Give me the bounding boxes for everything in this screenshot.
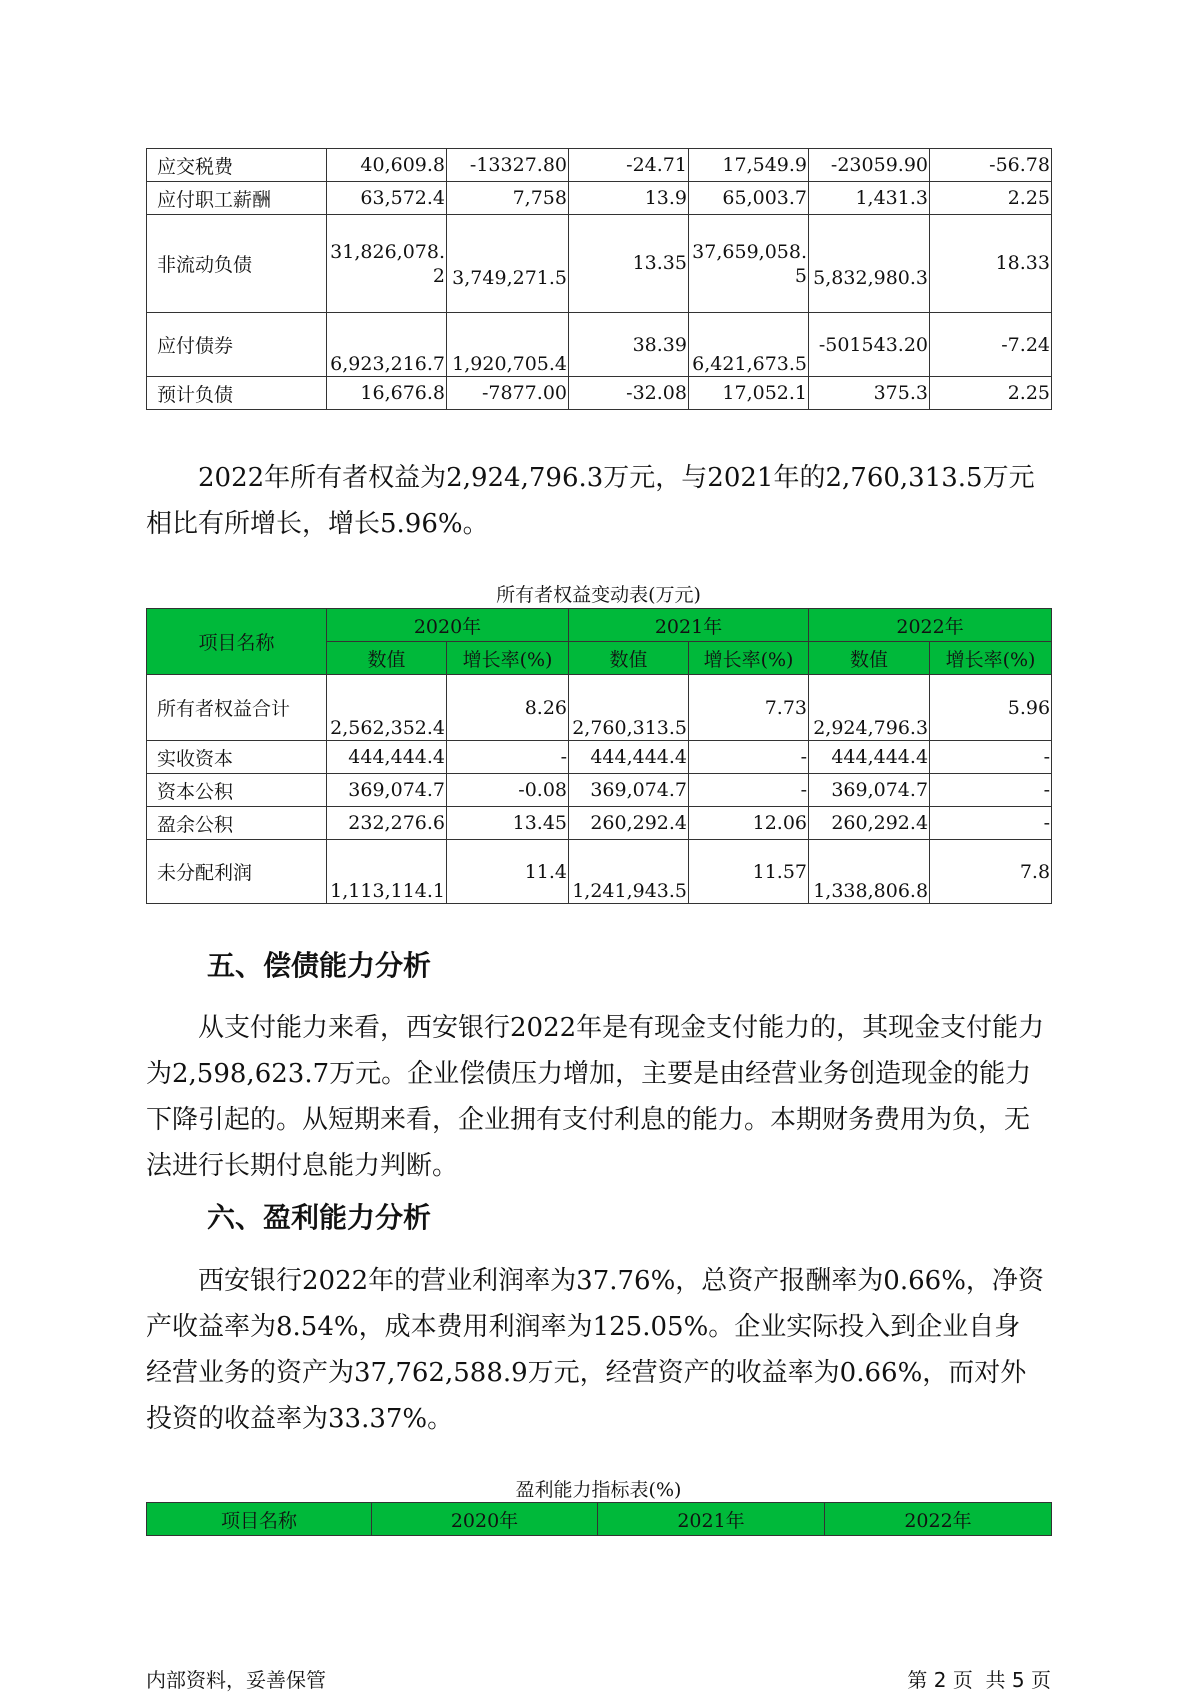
row-name: 所有者权益合计 <box>147 675 327 741</box>
cell: 5.96 <box>930 675 1052 741</box>
cell: 65,003.7 <box>689 182 809 215</box>
equity-table-caption: 所有者权益变动表(万元) <box>496 584 701 606</box>
section-heading-profitability: 六、盈利能力分析 <box>207 1201 432 1234</box>
cell: 6,923,216.7 <box>327 313 447 377</box>
cell: 260,292.4 <box>809 807 930 840</box>
table-row <box>147 675 1052 741</box>
row-name: 预计负债 <box>147 377 327 410</box>
cell: 260,292.4 <box>569 807 689 840</box>
solvency-paragraph: 从支付能力来看，西安银行2022年是有现金支付能力的，其现金支付能力为2,598,623.7万元。企业偿债压力增加，主要是由经营业务创造现金的能力下降引起的。从短期来看，企业拥有支付利息的能力。本期财务费用为负，无法进行长期付息能力判断。 <box>146 1013 1045 1181</box>
cell: - <box>689 741 809 774</box>
row-name: 非流动负债 <box>147 215 327 313</box>
row-name: 应付职工薪酬 <box>147 182 327 215</box>
table-header-row <box>147 609 1052 642</box>
cell: 3,749,271.5 <box>447 215 569 313</box>
cell: -0.08 <box>447 774 569 807</box>
profit-table <box>146 1502 1052 1536</box>
table-row <box>147 215 1052 313</box>
cell: 2.25 <box>930 377 1052 410</box>
table-row <box>147 807 1052 840</box>
row-name: 应付债券 <box>147 313 327 377</box>
profitability-paragraph: 西安银行2022年的营业利润率为37.76%，总资产报酬率为0.66%，净资产收益率为8.54%，成本费用利润率为125.05%。企业实际投入到企业自身经营业务的资产为37,762,588.9万元，经营资产的收益率为0.66%，而对外投资的收益率为33.37%。 <box>146 1266 1044 1434</box>
cell: - <box>930 741 1052 774</box>
cell: 11.4 <box>447 840 569 904</box>
cell: -501543.20 <box>809 313 930 377</box>
cell: 5,832,980.3 <box>809 215 930 313</box>
cell: 444,444.4 <box>327 741 447 774</box>
equity-paragraph: 2022年所有者权益为2,924,796.3万元，与2021年的2,760,313.5万元相比有所增长，增长5.96%。 <box>146 463 1035 539</box>
footer-page-number: 第 2 页 共 5 页 <box>907 1668 1051 1692</box>
cell: 63,572.4 <box>327 182 447 215</box>
row-name: 应交税费 <box>147 149 327 182</box>
table-row <box>147 840 1052 904</box>
table-row <box>147 741 1052 774</box>
header-rate: 增长率(%) <box>689 642 809 675</box>
cell: 444,444.4 <box>569 741 689 774</box>
table-row <box>147 377 1052 410</box>
cell: 38.39 <box>569 313 689 377</box>
header-year: 2022年 <box>809 609 1052 642</box>
table-row <box>147 774 1052 807</box>
cell: 7.8 <box>930 840 1052 904</box>
header-year: 2022年 <box>825 1503 1052 1536</box>
cell: 12.06 <box>689 807 809 840</box>
cell: 13.35 <box>569 215 689 313</box>
header-rate: 增长率(%) <box>930 642 1052 675</box>
cell: 444,444.4 <box>809 741 930 774</box>
liability-table-body <box>146 148 1052 410</box>
profit-table-caption: 盈利能力指标表(%) <box>515 1479 682 1501</box>
table-header-row <box>147 1503 1052 1536</box>
cell: -7.24 <box>930 313 1052 377</box>
cell: 18.33 <box>930 215 1052 313</box>
cell: 1,241,943.5 <box>569 840 689 904</box>
cell: 2,924,796.3 <box>809 675 930 741</box>
cell: 13.9 <box>569 182 689 215</box>
cell: 6,421,673.5 <box>689 313 809 377</box>
cell: 37,659,058.5 <box>689 215 809 313</box>
cell: 232,276.6 <box>327 807 447 840</box>
cell: -24.71 <box>569 149 689 182</box>
cell: 2,760,313.5 <box>569 675 689 741</box>
cell: 2,562,352.4 <box>327 675 447 741</box>
header-year: 2021年 <box>598 1503 825 1536</box>
cell: 31,826,078.2 <box>327 215 447 313</box>
header-rate: 增长率(%) <box>447 642 569 675</box>
cell: -32.08 <box>569 377 689 410</box>
row-name: 盈余公积 <box>147 807 327 840</box>
header-value: 数值 <box>569 642 689 675</box>
cell: 8.26 <box>447 675 569 741</box>
cell: - <box>930 807 1052 840</box>
header-value: 数值 <box>809 642 930 675</box>
row-name: 资本公积 <box>147 774 327 807</box>
cell: 375.3 <box>809 377 930 410</box>
section-heading-solvency: 五、偿债能力分析 <box>207 949 432 982</box>
header-year: 2020年 <box>372 1503 598 1536</box>
cell: 16,676.8 <box>327 377 447 410</box>
cell: 369,074.7 <box>569 774 689 807</box>
cell: 2.25 <box>930 182 1052 215</box>
cell: - <box>689 774 809 807</box>
cell: -23059.90 <box>809 149 930 182</box>
equity-table <box>146 608 1052 904</box>
cell: 1,338,806.8 <box>809 840 930 904</box>
cell: - <box>447 741 569 774</box>
cell: 1,920,705.4 <box>447 313 569 377</box>
header-year: 2020年 <box>327 609 569 642</box>
cell: 369,074.7 <box>327 774 447 807</box>
cell: 7,758 <box>447 182 569 215</box>
cell: 40,609.8 <box>327 149 447 182</box>
cell: 369,074.7 <box>809 774 930 807</box>
row-name: 未分配利润 <box>147 840 327 904</box>
footer-confidential: 内部资料，妥善保管 <box>146 1668 326 1692</box>
cell: -56.78 <box>930 149 1052 182</box>
cell: 13.45 <box>447 807 569 840</box>
header-value: 数值 <box>327 642 447 675</box>
header-year: 2021年 <box>569 609 809 642</box>
cell: 1,113,114.1 <box>327 840 447 904</box>
header-project-name: 项目名称 <box>147 1503 372 1536</box>
cell: -7877.00 <box>447 377 569 410</box>
cell: 7.73 <box>689 675 809 741</box>
header-project-name: 项目名称 <box>147 609 327 675</box>
cell: 1,431.3 <box>809 182 930 215</box>
table-row <box>147 149 1052 182</box>
row-name: 实收资本 <box>147 741 327 774</box>
cell: 17,549.9 <box>689 149 809 182</box>
cell: -13327.80 <box>447 149 569 182</box>
table-row <box>147 182 1052 215</box>
table-row <box>147 313 1052 377</box>
cell: 17,052.1 <box>689 377 809 410</box>
cell: 11.57 <box>689 840 809 904</box>
cell: - <box>930 774 1052 807</box>
